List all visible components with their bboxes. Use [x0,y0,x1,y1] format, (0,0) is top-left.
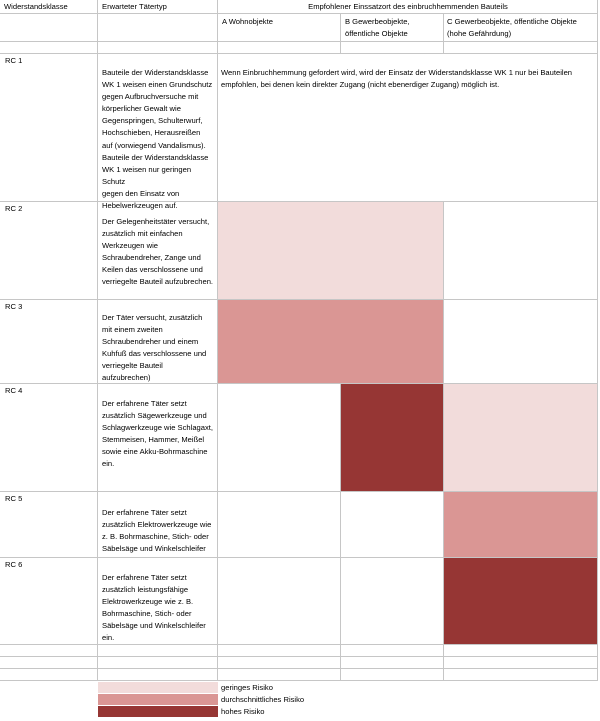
empty-cell[interactable] [0,669,98,681]
empty-cell[interactable] [218,669,341,681]
rc4-risk-c-cell[interactable] [444,384,598,492]
empty-cell[interactable] [218,657,341,669]
header-class-label: Widerstandsklasse [4,2,68,11]
rc3-class-label: RC 3 [5,302,23,311]
empty-cell[interactable] [341,669,444,681]
empty-cell[interactable] [0,657,98,669]
rc4-risk-b-cell[interactable] [341,384,444,492]
rc4-class-label: RC 4 [5,386,23,395]
rc4-class-cell[interactable] [0,384,98,492]
rc5-class-label: RC 5 [5,494,23,503]
empty-cell[interactable] [98,645,218,657]
legend-swatch-high [98,706,218,717]
legend-swatch-mid [98,694,218,705]
rc2-description: Der Gelegenheitstäter versucht, zusätzlich mit einfachen Werkzeugen wie Schraubendreher, Zange und Keilen das verschlossene und verriegelte Bauteil aufzubrechen. [102,217,214,287]
rc4-description: Der erfahrene Täter setzt zusätzlich Sägewerkzeuge und Schlagwerkzeuge wie Schlagaxt, Stemmeisen, Hammer, Meißel sowie eine Akku-Bohrmaschine ein. [102,399,214,469]
empty-cell[interactable] [444,645,598,657]
legend-swatch-low [98,682,218,693]
header-sub-c-label-2: (hohe Gefährdung) [447,29,512,38]
blank-row-cell[interactable] [0,42,98,54]
empty-cell[interactable] [341,657,444,669]
legend-label-mid: durchschnittliches Risiko [221,695,305,704]
rc5-risk-c-cell[interactable] [444,492,598,558]
rc1-note: Wenn Einbruchhemmung gefordert wird, wird der Einsatz der Widerstandsklasse WK 1 nur bei Bauteilen empfohlen, bei denen kein direkter Zugang (nicht ebenerdiger Zugang) möglich ist. [221,68,573,90]
empty-cell[interactable] [444,669,598,681]
rc3-description: Der Täter versucht, zusätzlich mit einem zweiten Schraubendreher und einem Kuhfuß das verschlossene und verriegelte Bauteil aufzubrechen) [102,313,207,383]
empty-cell[interactable] [218,645,341,657]
rc1-class-cell[interactable] [0,54,98,202]
rc3-risk-c-cell[interactable] [444,300,598,384]
empty-cell[interactable] [444,657,598,669]
rc6-description: Der erfahrene Täter setzt zusätzlich leistungsfähige Elektrowerkzeuge wie z. B. Bohrmaschine, Stich- oder Säbelsäge und Winkelschleifer ein. [102,573,206,643]
rc6-class-cell[interactable] [0,558,98,645]
blank-row-cell[interactable] [341,42,444,54]
rc4-risk-a-cell[interactable] [218,384,341,492]
blank-row-cell[interactable] [218,42,341,54]
rc2-class-cell[interactable] [0,202,98,300]
header-sub-c-label-1: C Gewerbeobjekte, öffentliche Objekte [447,17,577,26]
header-sub-b-label-1: B Gewerbeobjekte, [345,17,410,26]
empty-cell[interactable] [341,645,444,657]
rc1-description: Bauteile der Widerstandsklasse WK 1 weisen einen Grundschutz gegen Aufbruchversuche mit körperlicher Gewalt wie Gegenspringen, Schulterwurf, Hochschieben, Herausreißen auf (vorwiegend Vandalismus). Bauteile der Widerstandsklasse WK 1 weisen nur geringen Schutz gegen den Einsatz von Hebelwerkzeugen auf. [102,68,213,211]
rc5-risk-a-cell[interactable] [218,492,341,558]
blank-row-cell[interactable] [444,42,598,54]
rc5-description: Der erfahrene Täter setzt zusätzlich Elektrowerkzeuge wie z. B. Bohrmaschine, Stich- oder Säbelsäge und Winkelschleifer [102,508,212,554]
rc6-risk-b-cell[interactable] [341,558,444,645]
header-sub-a-label: A Wohnobjekte [222,17,273,26]
rc3-risk-a-b-cell[interactable] [218,300,444,384]
legend-label-low: geringes Risiko [221,683,273,692]
header-type-label: Erwarteter Tätertyp [102,2,167,11]
rc1-class-label: RC 1 [5,56,23,65]
empty-cell[interactable] [98,657,218,669]
header-class-sub-cell[interactable] [0,14,98,42]
rc2-risk-a-b-cell[interactable] [218,202,444,300]
rc6-class-label: RC 6 [5,560,23,569]
header-usage-label: Empfohlener Einssatzort des einbruchhemmenden Bauteils [308,2,508,11]
legend-label-high: hohes Risiko [221,707,265,716]
empty-cell[interactable] [0,645,98,657]
header-type-sub-cell[interactable] [98,14,218,42]
empty-cell[interactable] [98,669,218,681]
rc6-risk-c-cell[interactable] [444,558,598,645]
blank-row-cell[interactable] [98,42,218,54]
rc2-risk-c-cell[interactable] [444,202,598,300]
header-sub-b-label-2: öffentliche Objekte [345,29,408,38]
rc5-risk-b-cell[interactable] [341,492,444,558]
rc6-risk-a-cell[interactable] [218,558,341,645]
rc2-class-label: RC 2 [5,204,23,213]
